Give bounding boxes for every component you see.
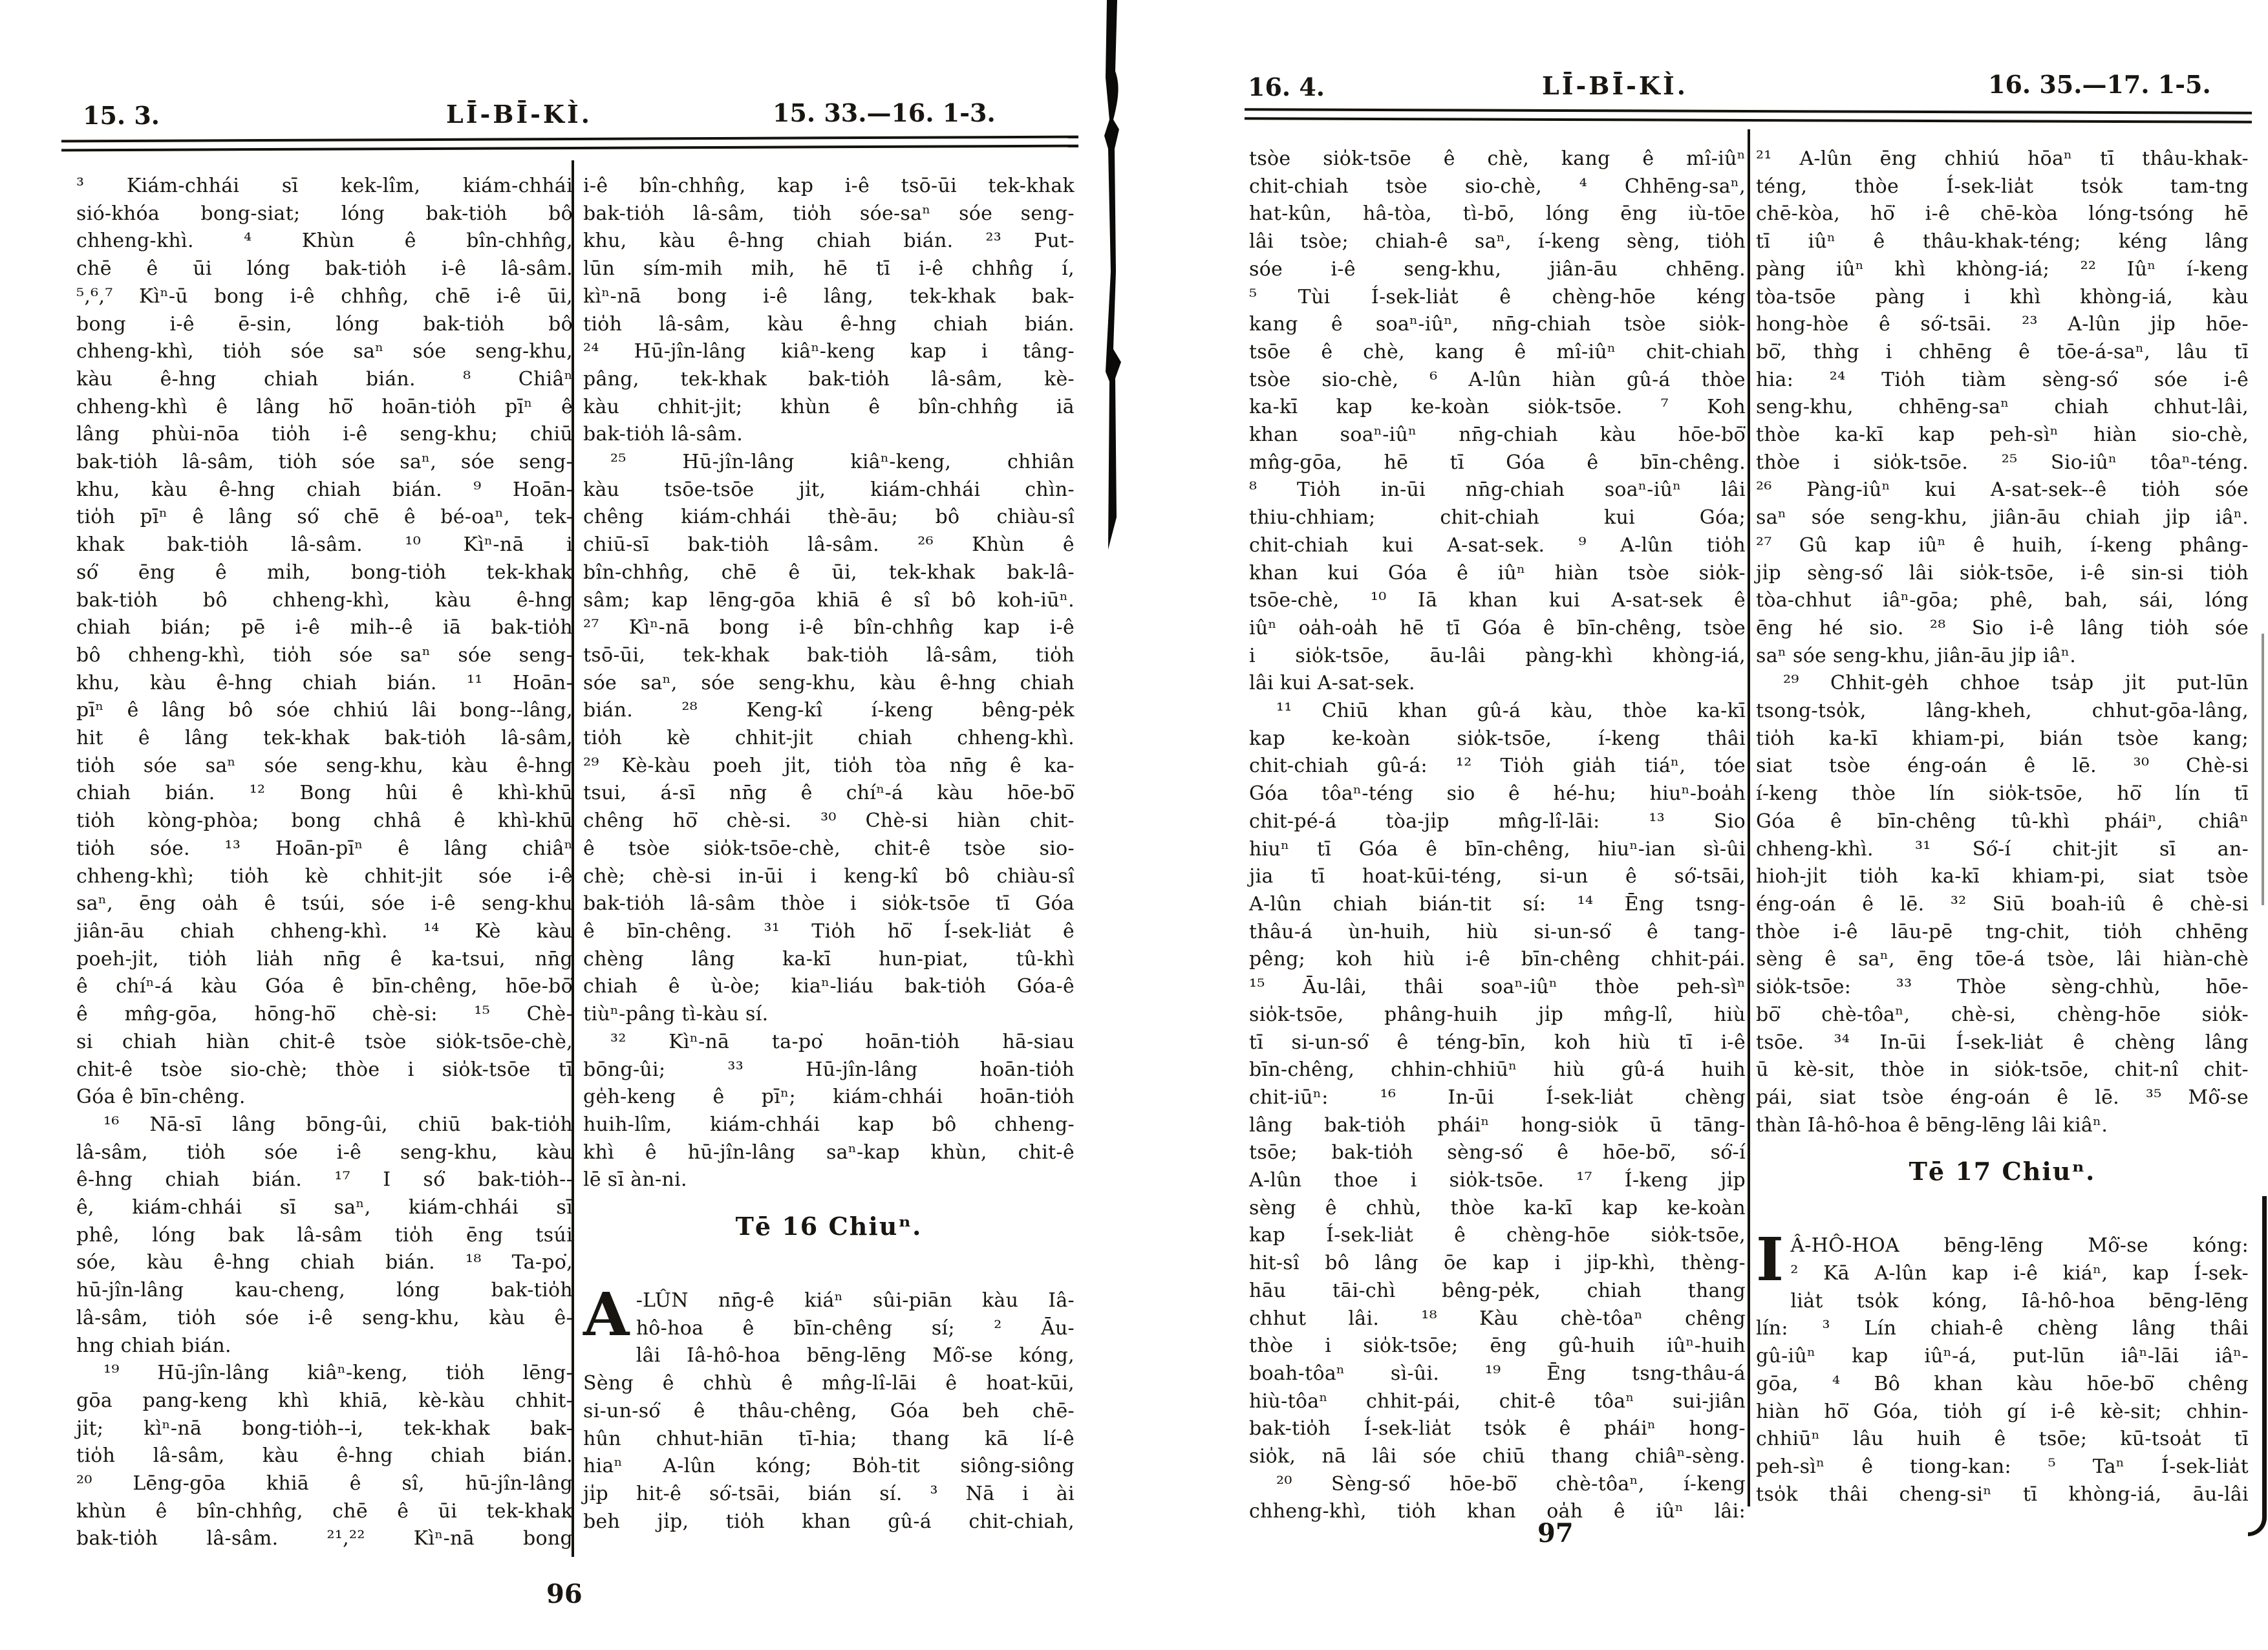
text-line: I Â-HÔ-HOA bēng-lēng Mô͘-se kóng: — [1756, 1225, 2249, 1295]
column-3 — [1249, 145, 1746, 1526]
text-line: i-ê bîn-chhn̂g, kap i-ê tsō-ūi tek-khak — [583, 175, 1075, 197]
text-line: tsòe sio-chè, ⁶ A-lûn hiàn gû-á thòe — [1249, 368, 1746, 391]
text-line: chêng hō͘ chè-si. ³⁰ Chè-si hiàn chit- — [583, 809, 1075, 833]
text-line: tsòe sio̍k-tsōe ê chè, kang ê mî-iûⁿ — [1249, 147, 1746, 170]
text-line: pàng iûⁿ khì khòng-iá; ²² Iûⁿ í-keng — [1756, 257, 2249, 281]
text-line: saⁿ, ēng oa̍h ê tsúi, sóe i-ê seng-khu — [76, 892, 573, 916]
text-line: hat-kûn, hâ-tòa, tì-bō, lóng ēng iù-tōe — [1249, 202, 1746, 226]
text-line: chhiūⁿ lâu huih ê tsōe; kū-tsoa̍t tī — [1756, 1428, 2249, 1451]
text-line: bak-tio̍h lâ-sâm thòe i sio̍k-tsōe tī Góa — [583, 892, 1075, 916]
text-line: ê, kiám-chhái sī saⁿ, kiám-chhái sī — [76, 1196, 573, 1219]
text-line: chheng-khì, tio̍h khan oa̍h ê iûⁿ lâi: — [1249, 1500, 1746, 1523]
text-line: ³² Kìⁿ-nā ta-po͘ hoān-tio̍h hā-siau — [610, 1030, 1075, 1053]
text-line: tsōe; bak-tio̍h sèng-só͘ ê hōe-bō͘, só͘-í — [1249, 1141, 1746, 1164]
text-line: hit ê lâng tek-khak bak-tio̍h lâ-sâm, — [76, 727, 573, 750]
text-line: kàu ê-hng chiah bián. ⁸ Chiâⁿ — [76, 367, 573, 391]
text-line: hāu tāi-chì bêng-pe̍k, chiah thang — [1249, 1279, 1746, 1302]
text-line: ⁸ Tio̍h in-ūi nn̄g-chiah soaⁿ-iûⁿ lâi — [1249, 478, 1746, 502]
text-line: bak-tio̍h lâ-sâm, tio̍h sóe-saⁿ sóe seng- — [583, 202, 1075, 225]
header-right-ref: 16. 35.—17. 1-5. — [1988, 70, 2211, 99]
text-line: bōng-ûi; ³³ Hū-jîn-lâng hoān-tio̍h — [583, 1058, 1075, 1081]
text-line: sóe saⁿ, sóe seng-khu, kàu ê-hng chiah — [583, 671, 1075, 694]
text-line: tio̍h pīⁿ ê lâng só͘ chē ê bé-oaⁿ, tek- — [76, 506, 573, 529]
text-line: bak-tio̍h bô chheng-khì, kàu ê-hng — [76, 588, 573, 612]
text-line: sèng ê chhù, thòe ka-kī kap ke-koàn — [1249, 1196, 1746, 1219]
text-line: pīⁿ ê lâng bô sóe chhiú lâi bong--lâng, — [76, 699, 573, 722]
column-divider — [1748, 129, 1750, 1506]
text-line: hûn chhut-hiān tī-hia; thang kā lí-ê — [583, 1427, 1075, 1450]
text-line: khùn ê bîn-chhn̂g, chē ê ūi tek-khak — [76, 1499, 573, 1523]
text-line: khu, kàu ê-hng chiah bián. ¹¹ Hoān- — [76, 671, 573, 694]
text-line: Góa ê bīn-chêng. — [76, 1086, 246, 1109]
text-line: tsong-tso̍k, lâng-kheh, chhut-gōa-lâng, — [1756, 700, 2249, 723]
text-line: bō͘ chè-tôaⁿ, chè-si, chèng-hōe sio̍k- — [1756, 1003, 2249, 1026]
text-line: sio̍k-tsōe, phâng-huih ji̍p mn̂g-lî, hiù — [1249, 1003, 1746, 1026]
column-4 — [1756, 145, 2249, 1508]
text-line: ji̍p hit-ê só͘-tsāi, bián sí. ³ Nā i ài — [583, 1482, 1075, 1505]
text-line: ²⁷ Gû kap iûⁿ ê huih, í-keng phâng- — [1756, 533, 2249, 557]
text-line: chit-chiah kui A-sat-sek. ⁹ A-lûn tio̍h — [1249, 533, 1746, 557]
text-line: pâng, tek-khak bak-tio̍h lâ-sâm, kè- — [583, 367, 1075, 391]
text-line: saⁿ sóe seng-khu, jiân-āu ji̍p iâⁿ. — [1756, 644, 2077, 667]
column-1 — [76, 173, 573, 1553]
text-line: ê mn̂g-gōa, hōng-hō͘ chè-si: ¹⁵ Chè- — [76, 1003, 573, 1026]
text-line: pái, siat tsòe éng-oán ê lē. ³⁵ Mô͘-se — [1756, 1086, 2249, 1109]
text-line: ¹⁵ Āu-lâi, thâi soaⁿ-iûⁿ thòe peh-sìⁿ — [1249, 976, 1746, 999]
text-line: tòa-chhut iâⁿ-gōa; phê, bah, sái, lóng — [1756, 589, 2249, 612]
text-line: kap ke-koàn sio̍k-tsōe, í-keng thâi — [1249, 727, 1746, 750]
text-line: bak-tio̍h lâ-sâm, tio̍h sóe saⁿ, sóe seng- — [76, 451, 573, 474]
text-line: hiaⁿ A-lûn kóng; Bo̍h-tit siông-siông — [583, 1455, 1075, 1478]
text-line: tsō-ūi, tek-khak bak-tio̍h lâ-sâm, tio̍h — [583, 643, 1075, 667]
text-line: khu, kàu ê-hng chiah bián. ⁹ Hoān- — [76, 478, 573, 501]
text-line: peh-sìⁿ ê tiong-kan: ⁵ Taⁿ Í-sek-lia̍t — [1756, 1455, 2249, 1478]
chapter-heading: Tē 17 Chiuⁿ. — [1909, 1157, 2096, 1186]
text-line: i sio̍k-tsōe, āu-lâi pàng-khì khòng-iá, — [1249, 644, 1746, 667]
header-right-ref: 15. 33.—16. 1-3. — [773, 98, 996, 127]
text-line: hiù-tôaⁿ chhit-pái, chit-ê tôaⁿ sui-jiân — [1249, 1389, 1746, 1413]
text-line: ¹⁹ Hū-jîn-lâng kiâⁿ-keng, tio̍h lēng- — [103, 1362, 573, 1385]
text-line: hng chiah bián. — [76, 1334, 231, 1357]
text-line: bô chheng-khì, tio̍h sóe saⁿ sóe seng- — [76, 643, 573, 667]
text-line: hioh-ji̍t tio̍h ka-kī khiam-pi, siat tsòe — [1756, 865, 2249, 888]
text-line: chheng-khì. ³¹ Só͘-í chit-ji̍t sī an- — [1756, 837, 2249, 861]
text-line: tso̍k thâi cheng-siⁿ tī khòng-iá, āu-lâi — [1756, 1483, 2249, 1506]
text-line: Góa ê bīn-chêng tû-khì pháiⁿ, chiâⁿ — [1756, 809, 2249, 833]
text-line: hiàn hō͘ Góa, tio̍h gí i-ê kè-sit; chhin- — [1756, 1400, 2249, 1423]
text-line: bak-tio̍h Í-sek-lia̍t tso̍k ê pháiⁿ hong- — [1249, 1417, 1746, 1441]
text-line: ge̍h-keng ê pīⁿ; kiám-chhái hoān-tio̍h — [583, 1086, 1075, 1109]
text-line: hia: ²⁴ Tio̍h tiàm sèng-só͘ sóe i-ê — [1756, 368, 2249, 391]
text-line: tòa-tsōe pàng i khì khòng-iá, kàu — [1756, 285, 2249, 308]
text-line: chhut lâi. ¹⁸ Kàu chè-tôaⁿ chêng — [1249, 1307, 1746, 1330]
text-line: lâi tsòe; chiah-ê saⁿ, í-keng sèng, tio̍h — [1249, 230, 1746, 253]
text-line: mn̂g-gōa, hē tī Góa ê bīn-chêng. — [1249, 451, 1746, 474]
text-line: thòe i sio̍k-tsōe; ēng gû-huih iûⁿ-huih — [1249, 1334, 1746, 1358]
text-line: lâ-sâm, tio̍h sóe i-ê seng-khu, kàu ê- — [76, 1306, 573, 1329]
text-line: thàn Iâ-hô-hoa ê bēng-lēng lâi kiâⁿ. — [1756, 1113, 2108, 1137]
text-line: tsōe-chè, ¹⁰ Iā khan kui A-sat-sek ê — [1249, 589, 1746, 612]
text-line: ka-kī kap ke-koàn sio̍k-tsōe. ⁷ Koh — [1249, 396, 1746, 419]
text-line: kàu chhit-ji̍t; khùn ê bîn-chhn̂g iā — [583, 395, 1075, 418]
text-line: lūn sím-mih mi̍h, hē tī i-ê chhn̂g í, — [583, 257, 1075, 281]
text-line: pêng; koh hiù i-ê bīn-chêng chhit-pái. — [1249, 948, 1746, 971]
text-line: sâm; kap lēng-gōa khiā ê sî bô koh-iūⁿ. — [583, 588, 1075, 612]
text-line: iûⁿ oa̍h-oa̍h hē tī Góa ê bīn-chêng, tsòe — [1249, 616, 1746, 639]
text-line: khì ê hū-jîn-lâng saⁿ-kap khùn, chit-ê — [583, 1141, 1075, 1164]
text-line: thòe i-ê lāu-pē tng-chit, tio̍h chhēng — [1756, 920, 2249, 943]
text-line: ²⁰ Lēng-gōa khiā ê sî, hū-jîn-lâng — [76, 1472, 573, 1495]
text-line: ³ Kiám-chhái sī kek-lîm, kiám-chhái — [76, 175, 573, 197]
text-line: chheng-khì ê lâng hō͘ hoān-tio̍h pīⁿ ê — [76, 395, 573, 418]
text-line: Sèng ê chhù ê mn̂g-lî-lāi ê hoat-kūi, — [583, 1372, 1075, 1395]
text-line: ²⁷ Kìⁿ-nā bong i-ê bîn-chhn̂g kap i-ê — [583, 616, 1075, 639]
text-line: thâu-á ùn-huih, hiù si-un-só͘ ê tang- — [1249, 920, 1746, 943]
text-line: chit-chiah gû-á: ¹² Tio̍h gia̍h tiáⁿ, tóe — [1249, 755, 1746, 778]
text-line: phê, lóng bak lâ-sâm tio̍h ēng tsúi — [76, 1223, 573, 1247]
text-line: tio̍h lâ-sâm, kàu ê-hng chiah bián. — [583, 312, 1075, 336]
text-line: seng-khu, chhēng-saⁿ chiah chhut-lâi, — [1756, 396, 2249, 419]
page-number: 96 — [546, 1579, 583, 1609]
text-line: bō͘, thǹg i chhēng ê tōe-á-saⁿ, lâu tī — [1756, 340, 2249, 363]
text-line: tsui, á-sī nn̄g ê chíⁿ-á kàu hōe-bō͘ — [583, 782, 1075, 805]
header-left-ref: 15. 3. — [83, 101, 160, 130]
drop-cap: I — [1756, 1225, 1784, 1295]
text-line: poeh-ji̍t, tio̍h lia̍h nn̄g ê ka-tsui, nn̄g — [76, 947, 573, 970]
text-line: hū-jîn-lâng kau-cheng, lóng bak-tio̍h — [76, 1279, 573, 1302]
text-line: lâi kui A-sat-sek. — [1249, 672, 1415, 695]
text-line: chit-iūⁿ: ¹⁶ In-ūi Í-sek-lia̍t chèng — [1249, 1086, 1746, 1109]
text-line: siat tsòe éng-oán ê lē. ³⁰ Chè-si — [1756, 755, 2249, 778]
text-line: tiùⁿ-pâng tì-kàu sí. — [583, 1003, 769, 1026]
text-line: chit-pé-á tòa-ji̍p mn̂g-lî-lāi: ¹³ Sio — [1249, 809, 1746, 833]
text-line: khan soaⁿ-iûⁿ nn̄g-chiah kàu hōe-bō͘ — [1249, 423, 1746, 447]
text-line: hiuⁿ tī Góa ê bīn-chêng, hiuⁿ-ian sì-ûi — [1249, 837, 1746, 861]
text-line: tsōe. ³⁴ In-ūi Í-sek-lia̍t ê chèng lâng — [1756, 1031, 2249, 1054]
text-line: éng-oán ê lē. ³² Siū boah-iû ê chè-si — [1756, 892, 2249, 916]
text-line: si chiah hiàn chit-ê tsòe sio̍k-tsōe-chè, — [76, 1030, 573, 1053]
text-line: chheng-khì, tio̍h sóe saⁿ sóe seng-khu, — [76, 340, 573, 363]
text-line: hit-sî bô lâng ōe kap i ji̍p-khì, thèng- — [1249, 1252, 1746, 1275]
text-line: hong-hòe ê só͘-tsāi. ²³ A-lûn ji̍p hōe- — [1756, 313, 2249, 336]
chapter-heading: Tē 16 Chiuⁿ. — [735, 1212, 923, 1241]
text-line: bîn-chhn̂g, chē ê ūi, tek-khak bak-lâ- — [583, 561, 1075, 584]
text-line: khu, kàu ê-hng chiah bián. ²³ Put- — [583, 230, 1075, 253]
text-line: khak bak-tio̍h lâ-sâm. ¹⁰ Kìⁿ-nā i — [76, 533, 573, 557]
text-line: sèng ê saⁿ, ēng tōe-á tsòe, lâi hiàn-chè — [1756, 948, 2249, 971]
text-line: ²⁰ Sèng-só͘ hōe-bō͘ chè-tôaⁿ, í-keng — [1276, 1472, 1746, 1495]
text-line: ê tsòe sio̍k-tsōe-chè, chit-ê tsòe sio- — [583, 837, 1075, 860]
text-line: sio̍k-tsōe: ³³ Thòe sèng-chhù, hōe- — [1756, 976, 2249, 999]
text-line: ²¹ A-lûn ēng chhiú hōaⁿ tī thâu-khak- — [1756, 147, 2249, 170]
text-line: sóe, kàu ê-hng chiah bián. ¹⁸ Ta-po͘, — [76, 1251, 573, 1274]
text-line: ²⁴ Hū-jîn-lâng kiâⁿ-keng kap i tâng- — [583, 340, 1075, 363]
text-line: ¹¹ Chiū khan gû-á kàu, thòe ka-kī — [1276, 700, 1746, 723]
text-line: tio̍h ka-kī khiam-pi, bián tsòe kang; — [1756, 727, 2249, 750]
text-line: ⁵,⁶,⁷ Kìⁿ-ū bong i-ê chhn̂g, chē i-ê ūi, — [76, 284, 573, 308]
scan-edge-curve — [2248, 1196, 2267, 1536]
text-line: jia tī hoat-kūi-téng, si-un ê só͘-tsāi, — [1249, 865, 1746, 888]
scan-edge-mark — [2262, 634, 2264, 905]
text-line: í-keng thòe lín sio̍k-tsōe, hō͘ lín tī — [1756, 782, 2249, 806]
text-line: tī si-un-só͘ ê téng-bīn, koh hiù tī i-ê — [1249, 1031, 1746, 1054]
text-line: chē-kòa, hō͘ i-ê chē-kòa lóng-tsóng hē — [1756, 202, 2249, 226]
text-line: chit-ê tsòe sio-chè; thòe i sio̍k-tsōe tī — [76, 1058, 573, 1081]
text-line: ¹⁶ Nā-sī lâng bōng-ûi, chiū bak-tio̍h — [103, 1113, 573, 1136]
text-line: chèng lâng ka-kī hun-piat, tû-khì — [583, 947, 1075, 970]
text-line: ⁵ Tùi Í-sek-lia̍t ê chèng-hōe kéng — [1249, 285, 1746, 308]
text-line: boah-tôaⁿ sì-ûi. ¹⁹ Ēng tsng-thâu-á — [1249, 1362, 1746, 1385]
text-line: ²⁹ Chhit-ge̍h chhoe tsa̍p ji̍t put-lūn — [1783, 672, 2249, 695]
text-line: chè; chè-si in-ūi i keng-kî bô chiàu-sî — [583, 864, 1075, 888]
text-line: lâng phùi-nōa tio̍h i-ê seng-khu; chiū — [76, 423, 573, 446]
text-line: chiah bián. ¹² Bong hûi ê khì-khū — [76, 782, 573, 805]
text-line: kàu tsōe-tsōe ji̍t, kiám-chhái chìn- — [583, 478, 1075, 501]
text-line: bīn-chêng, chhin-chhiūⁿ hiù gû-á huih — [1249, 1058, 1746, 1082]
text-line: A-lûn thoe i sio̍k-tsōe. ¹⁷ Í-keng ji̍p — [1249, 1169, 1746, 1192]
column-2 — [583, 173, 1075, 1536]
text-line: gû-iûⁿ kap iûⁿ-á, put-lūn iâⁿ-lāi iâⁿ- — [1756, 1345, 2249, 1368]
text-line: bak-tio̍h lâ-sâm. — [583, 423, 744, 446]
text-line: tio̍h kòng-phòa; bong chhâ ê khì-khū — [76, 809, 573, 833]
page-number: 97 — [1537, 1518, 1574, 1548]
binding-ink-mark — [1098, 0, 1124, 569]
text-line: A-lûn chiah bián-tit sí: ¹⁴ Ēng tsng- — [1249, 892, 1746, 916]
text-line: ê bīn-chêng. ³¹ Tio̍h hō͘ Í-sek-lia̍t ê — [583, 919, 1075, 943]
text-line: ê chíⁿ-á kàu Góa ê bīn-chêng, hōe-bō͘ — [76, 975, 573, 998]
header-rule — [1245, 108, 2252, 123]
text-line: tio̍h lâ-sâm, kàu ê-hng chiah bián. — [76, 1444, 573, 1468]
text-line: lia̍t tso̍k kóng, Iâ-hô-hoa bēng-lēng — [1790, 1289, 2249, 1312]
text-line: ² Kā A-lûn kap i-ê kiáⁿ, kap Í-sek- — [1790, 1262, 2249, 1285]
text-line: chheng-khì; tio̍h kè chhit-ji̍t sóe i-ê — [76, 864, 573, 888]
text-line: hô-hoa ê bīn-chêng sí; ² Āu- — [636, 1316, 1075, 1340]
text-line: lâ-sâm, tio̍h sóe i-ê seng-khu, kàu — [76, 1141, 573, 1164]
text-line: thiu-chhiam; chit-chiah kui Góa; — [1249, 506, 1746, 530]
text-line: kìⁿ-nā bong i-ê lâng, tek-khak bak- — [583, 284, 1075, 308]
text-line: chêng kiám-chhái thè-āu; bô chiàu-sî — [583, 506, 1075, 529]
text-line: kap Í-sek-lia̍t ê chèng-hōe sio̍k-tsōe, — [1249, 1224, 1746, 1247]
text-line: só͘ ēng ê mi̍h, bong-tio̍h tek-khak — [76, 561, 573, 584]
text-line: Góa tôaⁿ-téng sio ê hé-hu; hiuⁿ-boa̍h — [1249, 782, 1746, 806]
text-line: thòe ka-kī kap peh-sìⁿ hiàn sio-chè, — [1756, 423, 2249, 447]
text-line: tio̍h sóe. ¹³ Hoān-pīⁿ ê lâng chiâⁿ — [76, 837, 573, 860]
text-line: sio̍k, nā lâi sóe chiū thang chiâⁿ-sèng. — [1249, 1445, 1746, 1468]
text-line: ²⁵ Hū-jîn-lâng kiâⁿ-keng, chhiân — [610, 451, 1075, 474]
text-line: ²⁶ Pàng-iûⁿ kui A-sat-sek--ê tio̍h sóe — [1756, 478, 2249, 502]
text-line: chē ê ūi lóng bak-tio̍h i-ê lâ-sâm. — [76, 257, 573, 281]
text-line: bián. ²⁸ Keng-kî í-keng bêng-pe̍k — [583, 699, 1075, 722]
drop-cap: A — [583, 1280, 630, 1350]
text-line: ²⁹ Kè-kàu poeh ji̍t, tio̍h tòa nn̄g ê ka- — [583, 754, 1075, 777]
text-line: lē sī àn-ni. — [583, 1168, 687, 1192]
text-line: A -LÛN nn̄g-ê kiáⁿ sûi-piān kàu Iâ- — [583, 1280, 1075, 1350]
text-line: beh ji̍p, tio̍h khan gû-á chit-chiah, — [583, 1510, 1075, 1533]
text-line: chit-chiah tsòe sio-chè, ⁴ Chhēng-saⁿ, — [1249, 175, 1746, 198]
text-line: lâng bak-tio̍h pháiⁿ hong-sio̍k ū tāng- — [1249, 1113, 1746, 1137]
text-line: khan kui Góa ê iûⁿ hiàn tsòe sio̍k- — [1249, 561, 1746, 584]
page-title: LĪ-BĪ-KÌ. — [1542, 71, 1688, 100]
header-left-ref: 16. 4. — [1248, 72, 1325, 102]
text-line: tsōe ê chè, kang ê mî-iûⁿ chit-chiah — [1249, 340, 1746, 363]
text-line: huih-lîm, kiám-chhái kap bô chheng- — [583, 1113, 1075, 1136]
text-line: gōa pang-keng khì khiā, kè-kàu chhit- — [76, 1389, 573, 1412]
text-line: tī iûⁿ ê thâu-khak-téng; kéng lâng — [1756, 230, 2249, 253]
text-line: sió-khóa bong-siat; lóng bak-tio̍h bô — [76, 202, 573, 225]
text-line: lín: ³ Lín chiah-ê chèng lâng thâi — [1756, 1317, 2249, 1340]
text-line: gōa, ⁴ Bô khan kàu hōe-bō͘ chêng — [1756, 1372, 2249, 1395]
text-line: téng, thòe Í-sek-lia̍t tso̍k tam-tng — [1756, 175, 2249, 198]
text-line: chiah bián; pē i-ê mi̍h--ê iā bak-tio̍h — [76, 616, 573, 639]
text-line: ê-hng chiah bián. ¹⁷ I só͘ bak-tio̍h-- — [76, 1168, 573, 1192]
text-line: ji̍t; kìⁿ-nā bong-tio̍h--i, tek-khak bak- — [76, 1417, 573, 1440]
page-title: LĪ-BĪ-KÌ. — [446, 100, 592, 129]
text-line: chheng-khì. ⁴ Khùn ê bîn-chhn̂g, — [76, 230, 573, 253]
text-line: kang ê soaⁿ-iûⁿ, nn̄g-chiah tsòe sio̍k- — [1249, 313, 1746, 336]
text-line: tio̍h kè chhit-ji̍t chiah chheng-khì. — [583, 727, 1075, 750]
text-line: lâi Iâ-hô-hoa bēng-lēng Mô͘-se kóng, — [636, 1344, 1075, 1367]
text-line: saⁿ sóe seng-khu, jiân-āu chiah ji̍p iâⁿ. — [1756, 506, 2249, 530]
text-line: sóe i-ê seng-khu, jiân-āu chhēng. — [1249, 257, 1746, 281]
text-line: ēng hé sio. ²⁸ Sio i-ê lâng tio̍h sóe — [1756, 616, 2249, 639]
text-line: si-un-só͘ ê thâu-chêng, Góa beh chē- — [583, 1399, 1075, 1422]
text-line: thòe i sio̍k-tsōe. ²⁵ Sio-iûⁿ tôaⁿ-téng. — [1756, 451, 2249, 474]
text-line: chiah ê ù-òe; kiaⁿ-liáu bak-tio̍h Góa-ê — [583, 975, 1075, 998]
text-line: ji̍p sèng-só͘ lâi sio̍k-tsōe, i-ê sin-si tio̍h — [1756, 561, 2249, 584]
header-rule — [61, 136, 1078, 152]
text-line: ū kè-sit, thòe in sio̍k-tsōe, chit-nî chit- — [1756, 1058, 2249, 1082]
text-line: chiū-sī bak-tio̍h lâ-sâm. ²⁶ Khùn ê — [583, 533, 1075, 557]
text-line: bong i-ê ē-sin, lóng bak-tio̍h bô — [76, 312, 573, 336]
text-line: jiân-āu chiah chheng-khì. ¹⁴ Kè kàu — [76, 919, 573, 943]
text-line: tio̍h sóe saⁿ sóe seng-khu, kàu ê-hng — [76, 754, 573, 777]
text-line: bak-tio̍h lâ-sâm. ²¹,²² Kìⁿ-nā bong — [76, 1527, 573, 1550]
